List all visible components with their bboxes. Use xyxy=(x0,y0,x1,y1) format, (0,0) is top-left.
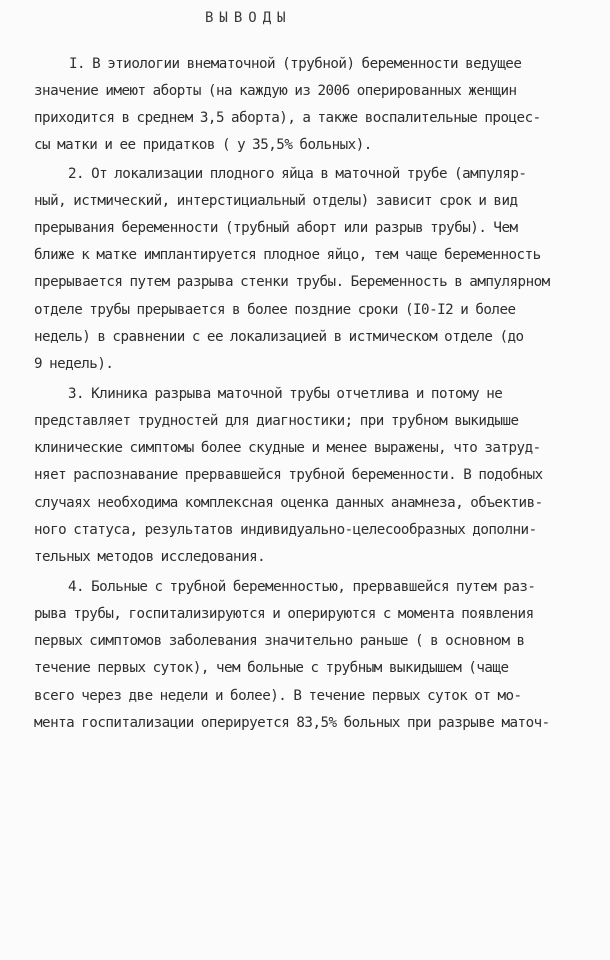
text-line: сы матки и ее придатков ( у 35,5% больных). xyxy=(34,137,372,153)
text-line: 9 недель). xyxy=(34,356,114,372)
text-line: клинические симптомы более скудные и менее выражены, что затруд- xyxy=(34,440,541,456)
text-line: I. В этиологии внематочной (трубной) беременности ведущее xyxy=(69,56,522,72)
text-line: прерывания беременности (трубный аборт или разрыв трубы). Чем xyxy=(34,220,518,236)
text-line: мента госпитализации оперируется 83,5% больных при разрыве маточ- xyxy=(34,715,550,731)
text-line: недель) в сравнении с ее локализацией в истмическом отделе (до xyxy=(34,329,524,345)
text-line: всего через две недели и более). В течение первых суток от мо- xyxy=(34,688,522,704)
text-line: приходится в среднем 3,5 аборта), а также воспалительные процес- xyxy=(34,110,541,126)
text-line: значение имеют аборты (на каждую из 2006 оперированных женщин xyxy=(34,83,517,99)
text-line: отделе трубы прерывается в более поздние сроки (I0-I2 и более xyxy=(34,302,516,318)
text-line: тельных методов исследования. xyxy=(34,549,266,565)
text-line: представляет трудностей для диагностики; при трубном выкидыше xyxy=(34,413,519,429)
text-line: ближе к матке имплантируется плодное яйцо, тем чаще беременность xyxy=(34,247,541,263)
text-line: 4. Больные с трубной беременностью, прервавшейся путем раз- xyxy=(68,579,536,595)
text-line: случаях необходима комплексная оценка данных анамнеза, объектив- xyxy=(34,495,543,511)
text-line: няет распознавание прервавшейся трубной беременности. В подобных xyxy=(34,467,543,483)
page-title: ВЫВОДЫ xyxy=(205,10,292,26)
text-line: течение первых суток), чем больные с трубным выкидышем (чаще xyxy=(34,660,509,676)
text-line: первых симптомов заболевания значительно раньше ( в основном в xyxy=(34,633,525,649)
text-line: прерывается путем разрыва стенки трубы. Беременность в ампулярном xyxy=(34,274,550,290)
text-line: 2. От локализации плодного яйца в маточной трубе (ампуляр- xyxy=(68,166,527,182)
text-line: рыва трубы, госпитализируются и оперируются с момента появления xyxy=(34,606,534,622)
text-line: ный, истмический, интерстициальный отделы) зависит срок и вид xyxy=(34,193,518,209)
text-line: 3. Клиника разрыва маточной трубы отчетлива и потому не xyxy=(68,386,503,402)
text-line: ного статуса, результатов индивидуально-целесообразных дополни- xyxy=(34,522,537,538)
